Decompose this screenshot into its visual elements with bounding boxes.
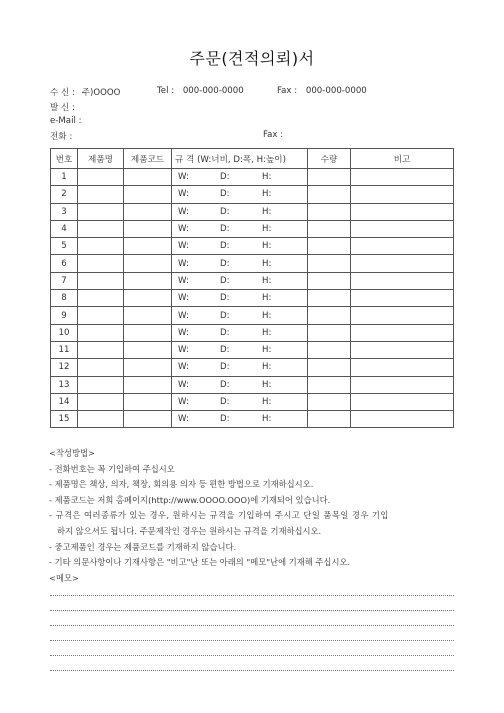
row-number: 4 [51,220,78,237]
product-name-cell[interactable] [78,220,124,237]
product-code-cell[interactable] [124,186,172,203]
email-label: e-Mail : [50,116,82,126]
product-code-cell[interactable] [124,307,172,324]
memo-line[interactable] [50,655,454,656]
spec-d-label: D: [220,327,230,338]
row-number: 2 [51,186,78,203]
to-label: 수 신 : [50,88,75,98]
fax-value: 000-000-0000 [305,86,367,96]
col-number: 번호 [51,149,78,169]
row-number: 8 [51,290,78,307]
table-row [51,238,454,255]
row-number: 13 [51,376,78,393]
spec-d-label: D: [220,345,230,356]
fax-group [277,86,367,96]
remarks-cell[interactable] [351,203,454,220]
email-row [50,116,81,126]
tel-group [157,86,244,96]
from-label: 발 신 : [50,103,75,113]
remarks-cell[interactable] [351,238,454,255]
spec-w-label: W: [178,397,189,407]
spec-w-label: W: [178,327,189,338]
remarks-cell[interactable] [351,272,454,289]
spec-d-label: D: [220,275,230,286]
quantity-cell[interactable] [308,255,351,272]
product-name-cell[interactable] [78,290,124,307]
quantity-cell[interactable] [308,203,351,220]
row-number: 12 [51,359,78,376]
spec-w-label: W: [178,206,189,217]
spec-w-label: W: [178,310,189,321]
instruction-line: - 중고제품인 경우는 제품코드를 기재하지 않습니다. [49,541,237,552]
table-row [51,376,454,393]
spec-d-label: D: [220,241,230,252]
table-row [51,169,454,186]
table-row [51,220,454,237]
spec-w-label: W: [178,224,189,235]
phone-row [50,130,72,142]
spec-h-label: H: [262,224,272,235]
row-number: 11 [51,341,78,358]
remarks-cell[interactable] [351,307,454,324]
spec-cell[interactable] [172,290,308,307]
product-name-cell[interactable] [78,359,124,376]
quantity-cell[interactable] [308,359,351,376]
remarks-cell[interactable] [351,220,454,237]
spec-h-label: H: [262,362,272,373]
spec-w-label: W: [178,379,189,390]
instruction-line: - 제품코드는 저희 홈페이지(http://www.OOOO.OOO)에 기재되어 있습니다. [49,494,331,505]
spec-cell[interactable] [172,255,308,272]
spec-w-label: W: [178,345,189,356]
quantity-cell[interactable] [308,186,351,203]
table-row [51,272,454,289]
instruction-line: - 전화번호는 꼭 기입하여 주십시오 [49,463,175,474]
page-title: 주문(견적의뢰)서 [189,49,315,68]
product-code-cell[interactable] [124,238,172,255]
memo-line[interactable] [50,625,454,626]
row-number: 1 [51,169,78,186]
tel-label: Tel : [157,86,175,96]
spec-cell[interactable] [172,359,308,376]
spec-d-label: D: [220,414,230,425]
fax2-row [263,130,283,140]
quantity-cell[interactable] [308,393,351,410]
spec-cell[interactable] [172,169,308,186]
phone-label: 전화 : [50,132,73,142]
remarks-cell[interactable] [351,186,454,203]
remarks-cell[interactable] [351,341,454,358]
instructions-heading: <작성방법> [49,448,95,458]
fax-label: Fax : [277,86,298,96]
row-number: 7 [51,272,78,289]
spec-cell[interactable] [172,238,308,255]
order-table [50,148,454,428]
row-number: 5 [51,238,78,255]
spec-h-label: H: [262,397,272,407]
spec-h-label: H: [262,206,272,217]
tel-value: 000-000-0000 [182,86,244,96]
spec-w-label: W: [178,293,189,304]
table-row [51,359,454,376]
spec-d-label: D: [220,189,230,200]
spec-w-label: W: [178,172,189,183]
product-code-cell[interactable] [124,324,172,341]
remarks-cell[interactable] [351,290,454,307]
recipient-row [50,86,120,98]
spec-d-label: D: [220,362,230,373]
product-code-cell[interactable] [124,255,172,272]
spec-w-label: W: [178,414,189,425]
col-product-name: 제품명 [78,149,124,169]
instruction-line: 하지 않으셔도 됩니다. 주문제작인 경우는 원하시는 규격을 기재하십시오. [57,525,322,536]
product-name-cell[interactable] [78,376,124,393]
spec-cell[interactable] [172,324,308,341]
spec-d-label: D: [220,310,230,321]
spec-cell[interactable] [172,411,308,428]
remarks-cell[interactable] [351,411,454,428]
remarks-cell[interactable] [351,359,454,376]
remarks-cell[interactable] [351,255,454,272]
quantity-cell[interactable] [308,411,351,428]
instructions [49,446,459,586]
col-remarks: 비고 [351,149,454,169]
spec-cell[interactable] [172,307,308,324]
spec-cell[interactable] [172,203,308,220]
product-code-cell[interactable] [124,393,172,410]
table-row [51,290,454,307]
memo-line[interactable] [50,595,454,596]
product-name-cell[interactable] [78,169,124,186]
product-code-cell[interactable] [124,272,172,289]
row-number: 15 [51,411,78,428]
quantity-cell[interactable] [308,324,351,341]
col-spec: 규 격 (W:너비, D:폭, H:높이) [172,149,308,169]
row-number: 10 [51,324,78,341]
quantity-cell[interactable] [308,307,351,324]
spec-d-label: D: [220,224,230,235]
spec-d-label: D: [220,379,230,390]
memo-line[interactable] [50,670,454,671]
col-quantity: 수량 [308,149,351,169]
spec-d-label: D: [220,397,230,407]
row-number: 3 [51,203,78,220]
fax2-label: Fax : [263,130,284,140]
instruction-line: - 기타 의문사항이나 기재사항은 "비고"난 또는 아래의 "메모"난에 기재해 주십시오. [49,557,351,568]
spec-cell[interactable] [172,272,308,289]
spec-w-label: W: [178,275,189,286]
quantity-cell[interactable] [308,169,351,186]
row-number: 14 [51,393,78,410]
product-name-cell[interactable] [78,272,124,289]
table-row [51,203,454,220]
table-row [51,186,454,203]
spec-w-label: W: [178,258,189,269]
product-name-cell[interactable] [78,324,124,341]
remarks-cell[interactable] [351,376,454,393]
sender-row [50,101,75,113]
spec-d-label: D: [220,293,230,304]
spec-cell[interactable] [172,341,308,358]
table-row [51,307,454,324]
memo-line[interactable] [50,610,454,611]
spec-h-label: H: [262,345,272,356]
product-name-cell[interactable] [78,186,124,203]
product-code-cell[interactable] [124,359,172,376]
table-row [51,255,454,272]
spec-cell[interactable] [172,186,308,203]
col-product-code: 제품코드 [124,149,172,169]
table-row [51,393,454,410]
spec-w-label: W: [178,241,189,252]
product-code-cell[interactable] [124,220,172,237]
quantity-cell[interactable] [308,272,351,289]
row-number: 6 [51,255,78,272]
quantity-cell[interactable] [308,220,351,237]
to-value: 주)OOOO [81,88,121,98]
table-row [51,411,454,428]
spec-cell[interactable] [172,393,308,410]
product-code-cell[interactable] [124,411,172,428]
product-name-cell[interactable] [78,341,124,358]
product-name-cell[interactable] [78,203,124,220]
spec-h-label: H: [262,327,272,338]
memo-line[interactable] [50,640,454,641]
table-row [51,324,454,341]
spec-d-label: D: [220,172,230,183]
product-name-cell[interactable] [78,393,124,410]
spec-h-label: H: [262,310,272,321]
remarks-cell[interactable] [351,324,454,341]
memo-heading: <메모> [49,572,79,583]
table-row [51,341,454,358]
row-number: 9 [51,307,78,324]
spec-h-label: H: [262,241,272,252]
quantity-cell[interactable] [308,290,351,307]
spec-h-label: H: [262,172,272,183]
spec-w-label: W: [178,189,189,200]
product-name-cell[interactable] [78,307,124,324]
spec-h-label: H: [262,275,272,286]
spec-h-label: H: [262,414,272,425]
product-code-cell[interactable] [124,290,172,307]
spec-cell[interactable] [172,220,308,237]
spec-d-label: D: [220,258,230,269]
product-name-cell[interactable] [78,238,124,255]
remarks-cell[interactable] [351,393,454,410]
quantity-cell[interactable] [308,341,351,358]
quantity-cell[interactable] [308,376,351,393]
table-header-row [51,149,454,169]
spec-cell[interactable] [172,376,308,393]
remarks-cell[interactable] [351,169,454,186]
spec-w-label: W: [178,362,189,373]
spec-h-label: H: [262,379,272,390]
instruction-line: - 제품명은 책상, 의자, 책장, 회의용 의자 등 편한 방법으로 기재하십시오. [49,479,314,490]
spec-d-label: D: [220,206,230,217]
spec-h-label: H: [262,258,272,269]
product-code-cell[interactable] [124,169,172,186]
product-name-cell[interactable] [78,411,124,428]
product-code-cell[interactable] [124,203,172,220]
product-code-cell[interactable] [124,376,172,393]
product-name-cell[interactable] [78,255,124,272]
instruction-line: - 규격은 여러종류가 있는 경우, 원하시는 규격을 기입하여 주시고 단일 품목일 경우 기입 [49,510,389,521]
quantity-cell[interactable] [308,238,351,255]
spec-h-label: H: [262,189,272,200]
spec-h-label: H: [262,293,272,304]
product-code-cell[interactable] [124,341,172,358]
